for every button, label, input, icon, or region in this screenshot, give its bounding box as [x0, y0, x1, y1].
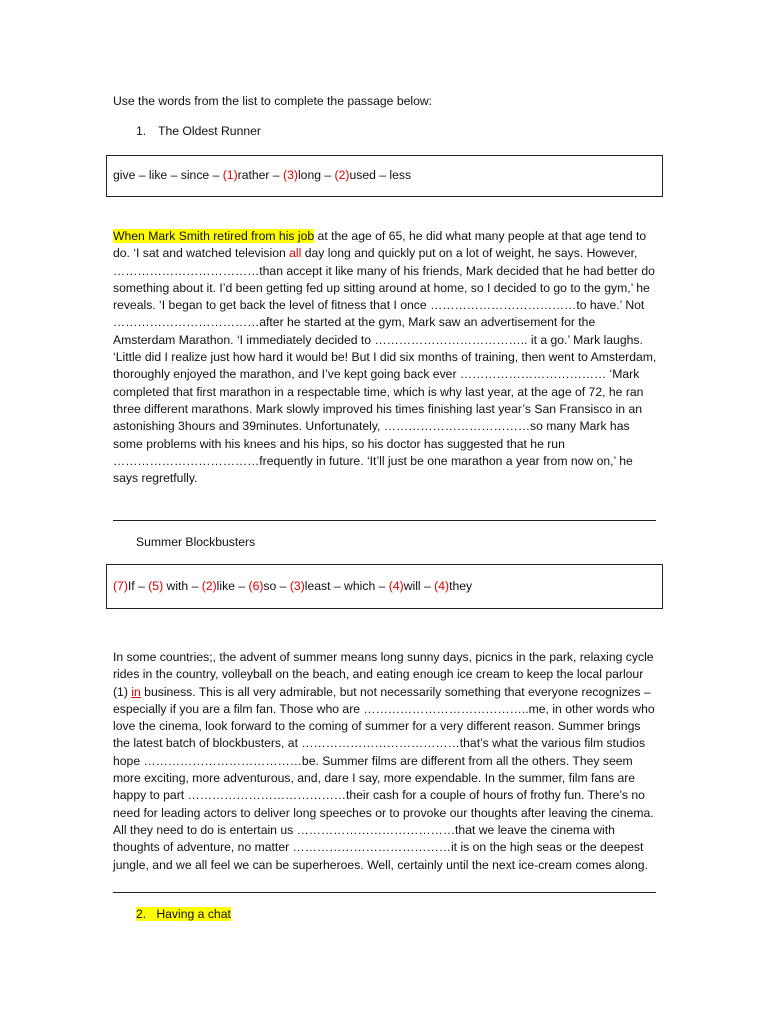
word-list-box-1 — [106, 155, 663, 197]
word-list-2-part: they — [449, 578, 473, 593]
word-list-2-number: (3) — [289, 578, 305, 593]
passage-2 — [113, 649, 658, 874]
section-3-number: 2. — [136, 907, 147, 921]
section-1-number: 1. — [136, 124, 147, 138]
section-3-title: Having a chat — [156, 907, 231, 921]
passage-1 — [113, 228, 658, 487]
word-list-2-number: (4) — [388, 578, 404, 593]
passage-1-text: at the age of 65, he did what many people at that age tend to do. ‘I sat and watched television — [113, 229, 647, 261]
section-3-heading — [136, 906, 231, 923]
word-list-2-part: like – — [216, 578, 249, 593]
passage-2-text: business. This is all very admirable, but not necessarily something that everyone recognizes – especially if you are a film fan. Those who are …………………………………..me, in other words who love the cinema, look forward to the coming of summer for a very different reason. Summer brings the latest batch of blockbusters, at …………………………………that’s what the various film studios hope …………………………………be. Summer films are different from all the others. They seem more exciting, more adventurous, and, dare I say, more expendable. In the summer, film fans are happy to part …………………………………their cash for a couple of hours of frothy fun. There’s no need for leading actors to deliver long speeches or to provoke our thoughts after leaving the cinema. All they need to do is entertain us …………………………………that we leave the cinema with thoughts of adventure, no matter …………………………………it is on the high seas or the deepest jungle, and we all feel we can be superheroes. Well, certainly until the next ice-cream comes along. — [113, 684, 655, 872]
section-divider — [113, 892, 656, 893]
word-list-1-part: rather – — [237, 168, 284, 183]
word-list-1 — [113, 167, 411, 184]
section-1-title: The Oldest Runner — [158, 124, 261, 138]
word-list-1-part: long – — [297, 168, 335, 183]
word-list-1-part: used – less — [349, 168, 412, 183]
instruction-text: Use the words from the list to complete the passage below: — [113, 94, 433, 108]
word-list-1-number: (3) — [283, 168, 298, 183]
word-list-2-number: (6) — [248, 578, 264, 593]
section-3-heading-highlight — [136, 907, 231, 921]
word-list-2-part: so – — [263, 578, 290, 593]
word-list-1-part: give – like – since – — [113, 168, 223, 183]
word-list-box-2 — [106, 564, 663, 609]
section-2-title: Summer Blockbusters — [136, 535, 256, 549]
passage-2-example-answer: in — [131, 684, 141, 699]
word-list-2-number: (7) — [113, 578, 128, 593]
highlighted-phrase: When Mark Smith retired from his job — [113, 229, 315, 243]
word-list-2-part: If – — [127, 578, 149, 593]
word-list-2-part: will – — [403, 578, 435, 593]
word-list-2 — [113, 578, 472, 595]
word-list-2-number: (5) — [148, 578, 164, 593]
passage-1-text: day long and quickly put on a lot of weight, he says. However, ………………………………than accept it like many of his friends, Mark decided that he had better do something about it. I’d been getting fed up sitting around at home, so I decided to go to the gym,’ he reveals. ‘I began to get back the level of fitness that I once ………………………………to have.’ Not ………………………………after he started at the gym, Mark saw an advertisement for the Amsterdam Marathon. ‘I immediately decided to ……………………………….. it a go.’ Mark laughs. ‘Little did I realize just how hard it would be! But I did six months of training, then went to Amsterdam, thoroughly enjoyed the marathon, and I’ve kept going back ever ……………………………… ‘Mark completed that first marathon in a respectable time, which is why last year, at the age of 72, he ran three different marathons. Mark slowly improved his times finishing last year’s San Fransisco in an astonishing 3hours and 39minutes. Unfortunately, ………………………………so many Mark has some problems with his knees and his hips, so his doctor has suggested that he run ………………………………frequently in future. ‘It’ll just be one marathon a year from now on,’ he says regretfully. — [113, 246, 657, 486]
word-list-1-number: (2) — [334, 168, 350, 183]
passage-1-marked-word: all — [289, 246, 302, 261]
section-divider — [113, 520, 656, 521]
word-list-2-number: (4) — [434, 578, 450, 593]
word-list-2-number: (2) — [201, 578, 217, 593]
word-list-1-number: (1) — [222, 168, 238, 183]
word-list-2-part: with – — [163, 578, 202, 593]
passage-2-text: In some countries;, the advent of summer means long sunny days, picnics in the park, relaxing cycle rides in the country, volleyball on the beach, and eating enough ice cream to keep the local parlour (1) — [113, 650, 654, 699]
word-list-2-part: least – which – — [304, 578, 389, 593]
